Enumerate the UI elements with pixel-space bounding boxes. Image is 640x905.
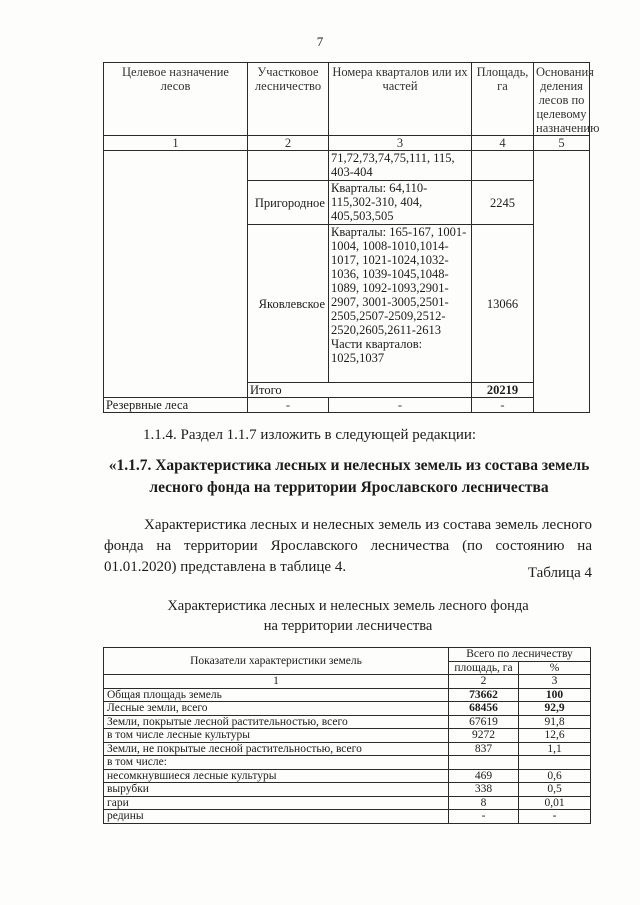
row-percent: 0,5: [519, 783, 591, 797]
table-row: [104, 729, 591, 743]
area-cell: [472, 151, 534, 181]
table-row: [104, 769, 591, 783]
total-label: Итого: [248, 383, 472, 398]
column-number: 2: [248, 136, 329, 151]
basis-cell-empty: [534, 151, 590, 413]
table-header-row: [104, 63, 590, 136]
row-percent: 1,1: [519, 742, 591, 756]
reserve-purpose: Резервные леса: [104, 398, 248, 413]
row-label: несомкнувшиеся лесные культуры: [104, 769, 449, 783]
header-area: Площадь, га: [472, 63, 534, 136]
row-percent: -: [519, 810, 591, 824]
table-row: [104, 796, 591, 810]
quarters-cell: 71,72,73,74,75,111, 115, 403-404: [329, 151, 472, 181]
reserve-area: -: [472, 398, 534, 413]
row-percent: 0,01: [519, 796, 591, 810]
reserve-row: [104, 398, 590, 413]
body-text: Характеристика лесных и нелесных земель из состава земель лесного фонда на территории Ярославского лесничества (по состоянию на 01.01.2020) представлена в таблице 4.: [104, 517, 592, 575]
table-header-row: [104, 648, 591, 662]
purpose-cell-empty: [104, 151, 248, 398]
reserve-quarters: -: [329, 398, 472, 413]
row-area: -: [449, 810, 519, 824]
table-row: [104, 151, 590, 181]
row-label: в том числе лесные культуры: [104, 729, 449, 743]
header-percent: %: [519, 661, 591, 675]
row-label: в том числе:: [104, 756, 449, 770]
row-area: 837: [449, 742, 519, 756]
header-indicator: Показатели характеристики земель: [104, 648, 449, 675]
column-number: 3: [519, 675, 591, 689]
header-total: Всего по лесничеству: [449, 648, 591, 662]
section-title: «1.1.7. Характеристика лесных и нелесных земель из состава земель лесного фонда на территории Ярославского лесничества: [108, 457, 590, 496]
total-area: 20219: [472, 383, 534, 398]
row-area: 67619: [449, 715, 519, 729]
row-percent: 0,6: [519, 769, 591, 783]
area-cell: 13066: [472, 225, 534, 383]
forestry-cell: Яковлевское: [248, 225, 329, 383]
table-row: [104, 715, 591, 729]
row-area: 8: [449, 796, 519, 810]
row-area: 9272: [449, 729, 519, 743]
quarters-cell: Кварталы: 165-167, 1001-1004, 1008-1010,1014-1017, 1021-1024,1032-1036, 1039-1045,1048-1089, 1092-1093,2901-2907, 3001-3005,2501-2505,2507-2509,2512-2520,2605,2611-2613 Части кварталов: 1025,1037: [329, 225, 472, 383]
row-percent: 91,8: [519, 715, 591, 729]
row-label: вырубки: [104, 783, 449, 797]
row-label: Лесные земли, всего: [104, 702, 449, 716]
table-row: [104, 756, 591, 770]
table-title-line: Характеристика лесных и нелесных земель лесного фонда: [167, 598, 529, 614]
row-label: Земли, не покрытые лесной растительностью, всего: [104, 742, 449, 756]
table-row: [104, 702, 591, 716]
row-area: 469: [449, 769, 519, 783]
row-area: 68456: [449, 702, 519, 716]
table-label: Таблица 4: [527, 565, 592, 581]
forestry-cell: [248, 151, 329, 181]
forestry-cell: Пригородное: [248, 181, 329, 225]
row-label: Земли, покрытые лесной растительностью, всего: [104, 715, 449, 729]
page-number: 7: [316, 34, 324, 49]
column-number-row: [104, 675, 591, 689]
column-number: 2: [449, 675, 519, 689]
table-row: [104, 810, 591, 824]
row-percent: 12,6: [519, 729, 591, 743]
table-row: [104, 742, 591, 756]
column-number: 1: [104, 675, 449, 689]
area-cell: 2245: [472, 181, 534, 225]
row-area: 338: [449, 783, 519, 797]
row-percent: [519, 756, 591, 770]
column-number: 5: [534, 136, 590, 151]
table-title: [104, 596, 592, 636]
header-basis: Основания деления лесов по целевому назначению: [534, 63, 590, 136]
column-number: 4: [472, 136, 534, 151]
table-row: [104, 688, 591, 702]
forest-purpose-table: [103, 62, 600, 413]
row-area: [449, 756, 519, 770]
land-characteristics-table: [103, 647, 591, 824]
row-percent: 100: [519, 688, 591, 702]
section-amendment-line: 1.1.4. Раздел 1.1.7 изложить в следующей редакции:: [143, 427, 477, 443]
header-area: площадь, га: [449, 661, 519, 675]
column-number: 1: [104, 136, 248, 151]
column-number-row: [104, 136, 590, 151]
header-quarters: Номера кварталов или их частей: [329, 63, 472, 136]
quarters-cell: Кварталы: 64,110-115,302-310, 404, 405,503,505: [329, 181, 472, 225]
column-number: 3: [329, 136, 472, 151]
header-forestry: Участковое лесничество: [248, 63, 329, 136]
row-label: гари: [104, 796, 449, 810]
row-label: Общая площадь земель: [104, 688, 449, 702]
row-label: редины: [104, 810, 449, 824]
reserve-forestry: -: [248, 398, 329, 413]
header-purpose: Целевое назначение лесов: [104, 63, 248, 136]
row-area: 73662: [449, 688, 519, 702]
table-title-line: на территории лесничества: [263, 618, 433, 634]
table-row: [104, 783, 591, 797]
row-percent: 92,9: [519, 702, 591, 716]
